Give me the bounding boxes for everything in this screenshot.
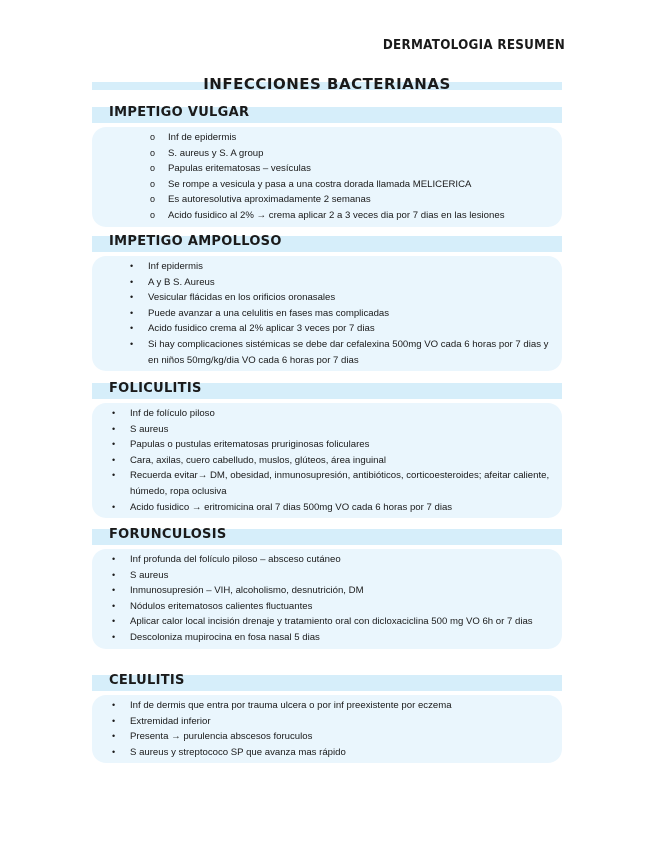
bullet-list (92, 130, 562, 224)
list-item-text: Inf profunda del folículo piloso – absceso cutáneo (130, 554, 341, 565)
list-item-text: Si hay complicaciones sistémicas se debe dar cefalexina 500mg VO cada 6 horas por 7 dias y en niños 50mg/kg/dia VO cada 6 horas por 7 dias (148, 338, 549, 366)
list-item-text: Descoloniza mupirocina en fosa nasal 5 dias (130, 631, 320, 643)
section-box (92, 695, 562, 763)
bullet-marker: • (130, 261, 134, 271)
list-item (92, 568, 562, 584)
list-item-text: S aureus (130, 423, 169, 435)
bullet-marker: • (112, 423, 116, 434)
list-item (92, 437, 562, 453)
list-item (92, 729, 562, 745)
bullet-marker: • (112, 585, 116, 596)
list-item (92, 630, 562, 646)
bullet-marker: • (112, 631, 116, 642)
bullet-marker: • (112, 569, 116, 580)
bullet-marker: • (130, 292, 134, 303)
bullet-marker: o (150, 163, 156, 174)
bullet-marker: o (150, 132, 156, 142)
list-item (92, 321, 562, 337)
section-heading: FOLICULITIS (109, 381, 202, 396)
list-item (92, 275, 562, 291)
list-item-text: S aureus (130, 569, 169, 581)
section-heading-bar (92, 383, 562, 399)
list-item (92, 192, 562, 208)
list-item (92, 208, 562, 224)
list-item-text: Vesicular flácidas en los orificios oronasales (148, 292, 336, 304)
document-header: DERMATOLOGIA RESUMEN (382, 38, 565, 53)
section-heading-bar (92, 529, 562, 545)
list-item (92, 337, 562, 368)
bullet-marker: • (130, 323, 134, 334)
list-item (92, 583, 562, 599)
bullet-list (92, 406, 562, 515)
list-item-text: Cara, axilas, cuero cabelludo, muslos, glúteos, área inguinal (130, 454, 386, 466)
page-title: INFECCIONES BACTERIANAS (203, 75, 451, 93)
bullet-marker: • (112, 700, 116, 710)
list-item-text: Acido fusidico crema al 2% aplicar 3 veces por 7 dias (148, 323, 375, 335)
section-heading-bar (92, 675, 562, 691)
bullet-marker: • (112, 554, 116, 564)
list-item (92, 745, 562, 761)
list-item-text: Inf de folículo piloso (130, 408, 215, 419)
list-item (92, 161, 562, 177)
list-item (92, 290, 562, 306)
list-item-text: S aureus y streptococo SP que avanza mas rápido (130, 746, 346, 758)
section-box (92, 127, 562, 227)
section-heading-bar (92, 236, 562, 252)
list-item (92, 698, 562, 714)
list-item-text: Inf de dermis que entra por trauma ulcera o por inf preexistente por eczema (130, 700, 452, 711)
list-item (92, 130, 562, 146)
bullet-marker: • (112, 470, 116, 481)
section-heading-bar (92, 107, 562, 123)
bullet-list (92, 259, 562, 368)
section-box (92, 549, 562, 649)
bullet-marker: • (112, 600, 116, 611)
list-item-text: Puede avanzar a una celulitis en fases mas complicadas (148, 307, 390, 319)
bullet-marker: o (150, 147, 156, 158)
list-item (92, 500, 562, 516)
bullet-marker: • (112, 408, 116, 418)
section-heading: FORUNCULOSIS (109, 527, 227, 542)
section-box (92, 403, 562, 518)
list-item (92, 177, 562, 193)
list-item-text: Aplicar calor local incisión drenaje y tratamiento oral con dicloxaciclina 500 mg VO 6h or 7 dias (130, 616, 533, 628)
bullet-marker: • (112, 731, 116, 742)
list-item (92, 406, 562, 422)
section-foliculitis (92, 383, 562, 518)
list-item (92, 146, 562, 162)
list-item-text: Inf de epidermis (168, 132, 237, 143)
list-item (92, 306, 562, 322)
list-item-text: Extremidad inferior (130, 715, 211, 727)
list-item (92, 614, 562, 630)
list-item (92, 599, 562, 615)
list-item-text: S. aureus y S. A group (168, 147, 264, 159)
list-item-text: Acido fusidico al 2% → crema aplicar 2 a 3 veces dia por 7 dias en las lesiones (168, 209, 505, 221)
section-impetigo-ampolloso (92, 236, 562, 371)
list-item-text: Inmunosupresión – VIH, alcoholismo, desnutrición, DM (130, 585, 364, 597)
bullet-marker: • (112, 501, 116, 512)
list-item-text: Inf epidermis (148, 261, 203, 272)
bullet-list (92, 552, 562, 646)
list-item (92, 468, 562, 499)
bullet-marker: o (150, 194, 156, 205)
bullet-marker: • (112, 616, 116, 627)
section-heading: CELULITIS (109, 673, 185, 688)
list-item (92, 552, 562, 568)
list-item (92, 714, 562, 730)
section-impetigo-vulgar (92, 107, 562, 227)
list-item-text: Recuerda evitar→ DM, obesidad, inmunosupresión, antibióticos, corticoesteroides; afeitar caliente, húmedo, ropa oclusiva (130, 470, 550, 497)
section-celulitis (92, 675, 562, 763)
list-item-text: Acido fusidico → eritromicina oral 7 dias 500mg VO cada 6 horas por 7 dias (130, 501, 453, 513)
list-item-text: Nódulos eritematosos calientes fluctuantes (130, 600, 313, 612)
bullet-marker: • (112, 454, 116, 465)
list-item (92, 422, 562, 438)
bullet-marker: o (150, 209, 156, 220)
section-box (92, 256, 562, 371)
section-forunculosis (92, 529, 562, 649)
list-item (92, 259, 562, 275)
list-item-text: Es autoresolutiva aproximadamente 2 semanas (168, 194, 371, 206)
bullet-marker: • (130, 276, 134, 287)
bullet-marker: • (130, 338, 134, 349)
bullet-marker: o (150, 178, 156, 189)
list-item-text: Papulas o pustulas eritematosas pruriginosas foliculares (130, 439, 370, 451)
bullet-list (92, 698, 562, 760)
list-item-text: Papulas eritematosas – vesículas (168, 163, 311, 175)
list-item-text: Se rompe a vesicula y pasa a una costra dorada llamada MELICERICA (168, 178, 472, 190)
list-item-text: Presenta → purulencia abscesos foruculos (130, 731, 313, 743)
list-item (92, 453, 562, 469)
section-heading: IMPETIGO AMPOLLOSO (109, 234, 282, 249)
bullet-marker: • (112, 439, 116, 450)
list-item-text: A y B S. Aureus (148, 276, 215, 288)
section-heading: IMPETIGO VULGAR (109, 105, 250, 120)
bullet-marker: • (130, 307, 134, 318)
bullet-marker: • (112, 746, 116, 757)
bullet-marker: • (112, 715, 116, 726)
